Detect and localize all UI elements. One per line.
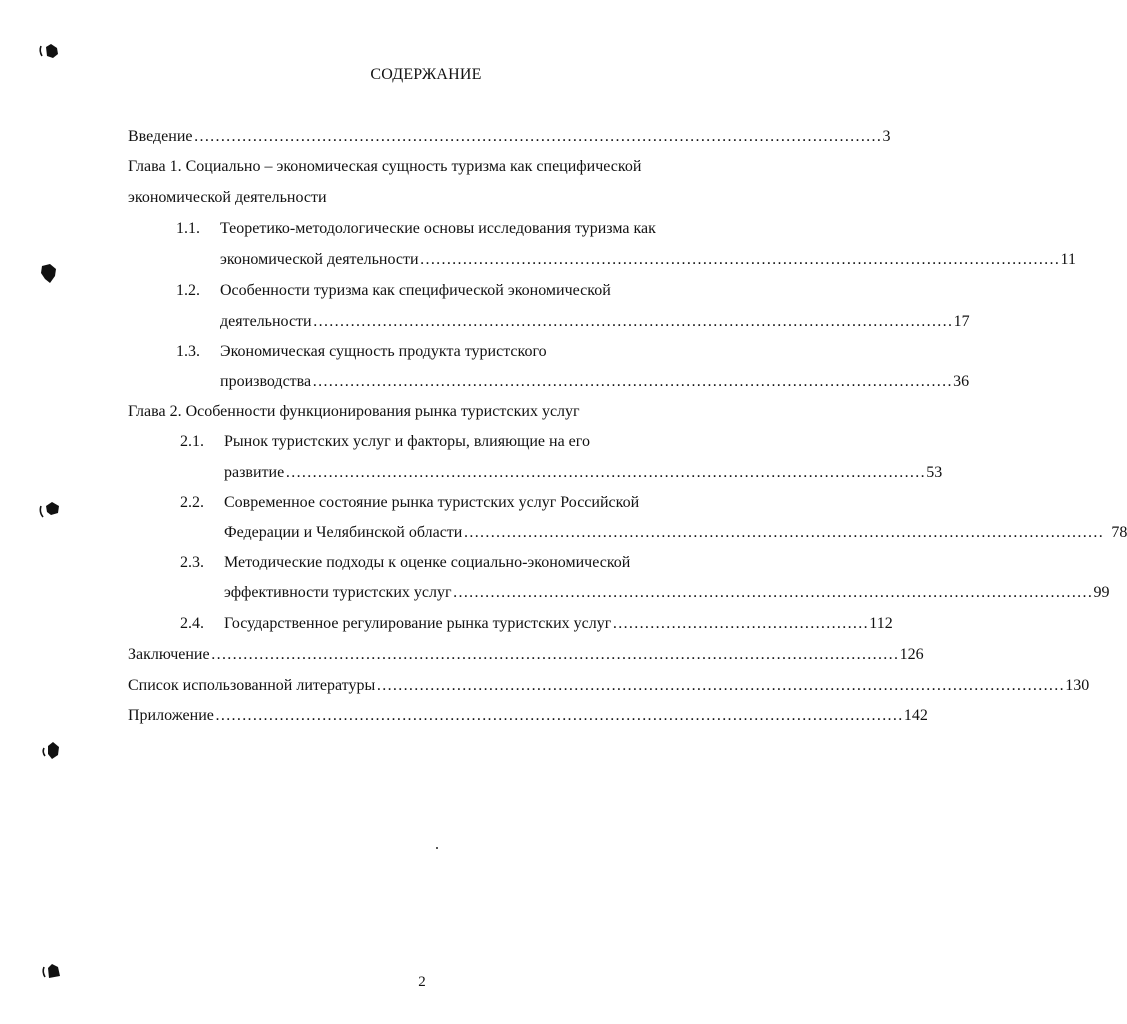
toc-section-number: 2.3. [180, 554, 204, 571]
toc-section-2-2-line1[interactable]: Современное состояние рынка туристских услуг Российской [224, 494, 640, 511]
leader-dots: ………………………………………… [612, 615, 869, 632]
toc-page-number: 99 [1093, 584, 1110, 601]
toc-label: Государственное регулирование рынка туристских услуг [224, 615, 612, 632]
leader-dots: ………………………………………………………………………………………………………… [312, 373, 953, 390]
toc-chapter-1-line2[interactable]: экономической деятельности [128, 189, 327, 206]
toc-section-2-4[interactable] [224, 614, 893, 634]
toc-section-number: 2.1. [180, 433, 204, 450]
toc-page-number: 3 [882, 128, 891, 145]
toc-page-number: 78 [1111, 524, 1127, 541]
toc-section-2-3-line2[interactable] [224, 583, 1110, 603]
toc-section-2-2-line2[interactable] [224, 523, 1127, 543]
binding-hole-mark [38, 262, 60, 286]
toc-page-number: 142 [903, 707, 928, 724]
toc-page-number: 11 [1060, 251, 1076, 268]
toc-section-number: 1.2. [176, 282, 200, 299]
leader-dots: ………………………………………………………………………………………………………… [452, 584, 1093, 601]
toc-entry-intro[interactable] [128, 127, 891, 147]
toc-label: Список использованной литературы [128, 677, 376, 694]
toc-entry-references[interactable] [128, 676, 1090, 696]
leader-dots: ………………………………………………………………………………………………………………… [210, 646, 899, 663]
toc-label: развитие [224, 464, 285, 481]
scan-speck [436, 847, 438, 849]
leader-dots: ………………………………………………………………………………………………………… [285, 464, 926, 481]
leader-dots: ………………………………………………………………………………………………………… [419, 251, 1060, 268]
toc-label: деятельности [220, 313, 312, 330]
toc-section-number: 1.1. [176, 220, 200, 237]
leader-dots: ………………………………………………………………………………………………………… [312, 313, 953, 330]
toc-section-1-3-line2[interactable] [220, 372, 970, 392]
toc-page-number: 53 [926, 464, 943, 481]
toc-label: производства [220, 373, 312, 390]
toc-section-1-2-line2[interactable] [220, 312, 970, 332]
toc-label: эффективности туристских услуг [224, 584, 452, 601]
toc-chapter-1-line1[interactable]: Глава 1. Социально – экономическая сущность туризма как специфической [128, 158, 642, 175]
toc-section-1-1-line1[interactable]: Теоретико-методологические основы исследования туризма как [220, 220, 656, 237]
toc-section-2-1-line1[interactable]: Рынок туристских услуг и факторы, влияющие на его [224, 433, 590, 450]
toc-label: Введение [128, 128, 193, 145]
toc-section-1-1-line2[interactable] [220, 250, 1076, 270]
binding-hole-mark [40, 740, 62, 762]
toc-page-number: 17 [953, 313, 970, 330]
toc-section-2-3-line1[interactable]: Методические подходы к оценке социально-экономической [224, 554, 631, 571]
toc-page-number: 36 [953, 373, 970, 390]
page-number: 2 [418, 974, 426, 990]
leader-dots: ………………………………………………………………………………………………………………… [193, 128, 882, 145]
toc-section-1-3-line1[interactable]: Экономическая сущность продукта туристского [220, 343, 547, 360]
toc-section-number: 1.3. [176, 343, 200, 360]
binding-hole-mark [38, 500, 62, 522]
binding-hole-mark [38, 42, 60, 60]
toc-label: Федерации и Челябинской области [224, 524, 463, 541]
toc-section-2-1-line2[interactable] [224, 463, 943, 483]
toc-label: экономической деятельности [220, 251, 419, 268]
leader-dots: ………………………………………………………………………………………………………………… [376, 677, 1065, 694]
toc-label: Заключение [128, 646, 210, 663]
toc-section-1-2-line1[interactable]: Особенности туризма как специфической экономической [220, 282, 611, 299]
toc-page-number: 130 [1065, 677, 1090, 694]
toc-section-number: 2.2. [180, 494, 204, 511]
leader-dots: ………………………………………………………………………………………………………… [463, 524, 1104, 541]
toc-label: Приложение [128, 707, 214, 724]
page-title: СОДЕРЖАНИЕ [370, 66, 482, 83]
leader-dots: ………………………………………………………………………………………………………………… [214, 707, 903, 724]
toc-entry-conclusion[interactable] [128, 645, 924, 665]
toc-chapter-2-line1[interactable]: Глава 2. Особенности функционирования рынка туристских услуг [128, 403, 580, 420]
toc-page-number: 126 [899, 646, 924, 663]
toc-page-number: 112 [869, 615, 893, 632]
toc-entry-appendix[interactable] [128, 706, 928, 726]
toc-section-number: 2.4. [180, 615, 204, 632]
